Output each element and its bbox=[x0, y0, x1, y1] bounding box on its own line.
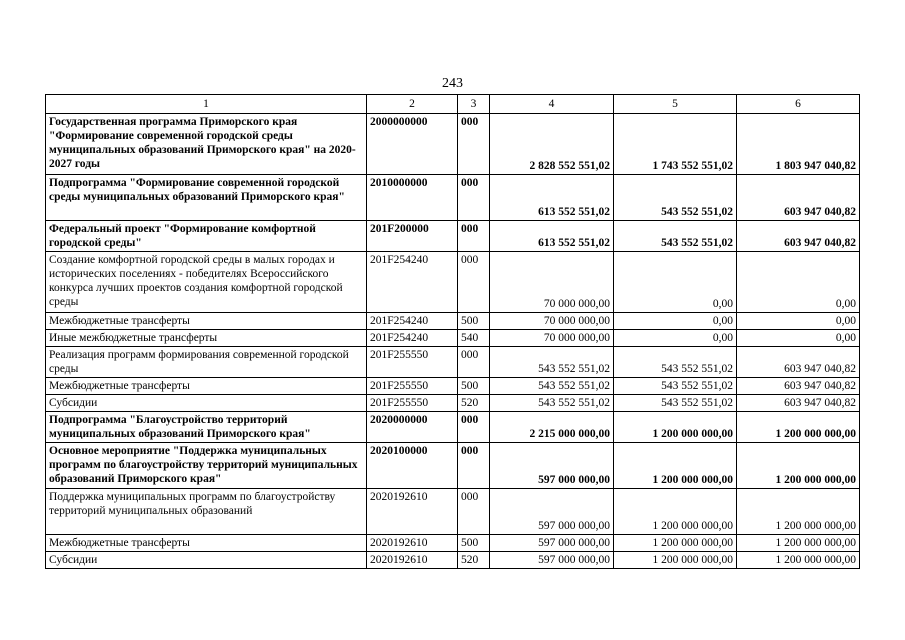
row-name: Создание комфортной городской среды в малых городах и исторических поселениях - победителях Всероссийского конкурса лучших проектов создания комфортной городской среды bbox=[46, 252, 367, 313]
row-value-1: 543 552 551,02 bbox=[490, 395, 614, 412]
header-col-1: 1 bbox=[46, 95, 367, 114]
row-value-1: 70 000 000,00 bbox=[490, 330, 614, 347]
row-kind: 000 bbox=[458, 489, 490, 535]
budget-table bbox=[45, 94, 860, 569]
table-row bbox=[46, 313, 860, 330]
table-row bbox=[46, 489, 860, 535]
row-code: 201F254240 bbox=[367, 313, 458, 330]
row-value-3: 603 947 040,82 bbox=[737, 395, 860, 412]
table-row bbox=[46, 330, 860, 347]
row-code: 2020000000 bbox=[367, 412, 458, 443]
table-row bbox=[46, 347, 860, 378]
row-kind: 500 bbox=[458, 378, 490, 395]
row-value-1: 597 000 000,00 bbox=[490, 535, 614, 552]
row-code: 201F200000 bbox=[367, 221, 458, 252]
row-name: Подпрограмма "Благоустройство территорий муниципальных образований Приморского края" bbox=[46, 412, 367, 443]
table-row bbox=[46, 552, 860, 569]
row-value-2: 543 552 551,02 bbox=[614, 347, 737, 378]
row-value-3: 0,00 bbox=[737, 252, 860, 313]
table-row bbox=[46, 114, 860, 175]
row-kind: 540 bbox=[458, 330, 490, 347]
page-number: 243 bbox=[442, 76, 463, 91]
row-kind: 500 bbox=[458, 313, 490, 330]
row-code: 201F254240 bbox=[367, 252, 458, 313]
row-value-2: 1 200 000 000,00 bbox=[614, 443, 737, 489]
row-value-1: 2 828 552 551,02 bbox=[490, 114, 614, 175]
row-value-3: 603 947 040,82 bbox=[737, 221, 860, 252]
row-code: 2010000000 bbox=[367, 175, 458, 221]
row-name: Иные межбюджетные трансферты bbox=[46, 330, 367, 347]
row-name: Поддержка муниципальных программ по благоустройству территорий муниципальных образований bbox=[46, 489, 367, 535]
row-kind: 000 bbox=[458, 175, 490, 221]
row-kind: 520 bbox=[458, 395, 490, 412]
row-value-2: 1 200 000 000,00 bbox=[614, 489, 737, 535]
row-code: 2020192610 bbox=[367, 489, 458, 535]
row-code: 2020100000 bbox=[367, 443, 458, 489]
row-name: Федеральный проект "Формирование комфортной городской среды" bbox=[46, 221, 367, 252]
row-value-1: 597 000 000,00 bbox=[490, 443, 614, 489]
row-value-3: 603 947 040,82 bbox=[737, 378, 860, 395]
row-value-1: 70 000 000,00 bbox=[490, 313, 614, 330]
row-value-3: 0,00 bbox=[737, 330, 860, 347]
row-value-1: 70 000 000,00 bbox=[490, 252, 614, 313]
row-kind: 000 bbox=[458, 412, 490, 443]
row-value-3: 1 200 000 000,00 bbox=[737, 412, 860, 443]
row-value-3: 1 200 000 000,00 bbox=[737, 443, 860, 489]
row-name: Реализация программ формирования современной городской среды bbox=[46, 347, 367, 378]
row-value-2: 1 200 000 000,00 bbox=[614, 412, 737, 443]
row-value-3: 1 200 000 000,00 bbox=[737, 535, 860, 552]
row-value-2: 543 552 551,02 bbox=[614, 221, 737, 252]
header-col-2: 2 bbox=[367, 95, 458, 114]
row-kind: 000 bbox=[458, 347, 490, 378]
row-value-1: 543 552 551,02 bbox=[490, 347, 614, 378]
row-kind: 000 bbox=[458, 221, 490, 252]
row-name: Государственная программа Приморского края "Формирование современной городской среды муниципальных образований Приморского края" на 2020-2027 годы bbox=[46, 114, 367, 175]
row-code: 2000000000 bbox=[367, 114, 458, 175]
row-code: 201F255550 bbox=[367, 347, 458, 378]
table-row bbox=[46, 412, 860, 443]
row-value-2: 543 552 551,02 bbox=[614, 175, 737, 221]
row-value-3: 1 803 947 040,82 bbox=[737, 114, 860, 175]
table-row bbox=[46, 175, 860, 221]
table-row bbox=[46, 443, 860, 489]
row-name: Субсидии bbox=[46, 552, 367, 569]
row-value-2: 1 200 000 000,00 bbox=[614, 535, 737, 552]
table-header-row bbox=[46, 95, 860, 114]
row-value-2: 0,00 bbox=[614, 313, 737, 330]
row-value-1: 597 000 000,00 bbox=[490, 552, 614, 569]
row-value-2: 543 552 551,02 bbox=[614, 395, 737, 412]
row-name: Межбюджетные трансферты bbox=[46, 313, 367, 330]
row-name: Основное мероприятие "Поддержка муниципальных программ по благоустройству территорий муниципальных образований Приморского края" bbox=[46, 443, 367, 489]
table-row bbox=[46, 535, 860, 552]
row-value-3: 1 200 000 000,00 bbox=[737, 489, 860, 535]
row-value-3: 603 947 040,82 bbox=[737, 347, 860, 378]
row-code: 201F255550 bbox=[367, 378, 458, 395]
row-code: 201F255550 bbox=[367, 395, 458, 412]
row-name: Межбюджетные трансферты bbox=[46, 535, 367, 552]
table-row bbox=[46, 395, 860, 412]
row-value-3: 0,00 bbox=[737, 313, 860, 330]
row-value-1: 2 215 000 000,00 bbox=[490, 412, 614, 443]
row-value-2: 0,00 bbox=[614, 252, 737, 313]
row-value-2: 1 743 552 551,02 bbox=[614, 114, 737, 175]
row-code: 2020192610 bbox=[367, 552, 458, 569]
row-kind: 520 bbox=[458, 552, 490, 569]
row-name: Подпрограмма "Формирование современной городской среды муниципальных образований Приморского края" bbox=[46, 175, 367, 221]
row-value-1: 613 552 551,02 bbox=[490, 221, 614, 252]
row-value-2: 0,00 bbox=[614, 330, 737, 347]
header-col-3: 3 bbox=[458, 95, 490, 114]
row-value-3: 603 947 040,82 bbox=[737, 175, 860, 221]
row-code: 2020192610 bbox=[367, 535, 458, 552]
table-row bbox=[46, 221, 860, 252]
row-kind: 000 bbox=[458, 443, 490, 489]
row-value-3: 1 200 000 000,00 bbox=[737, 552, 860, 569]
row-value-1: 597 000 000,00 bbox=[490, 489, 614, 535]
row-value-1: 543 552 551,02 bbox=[490, 378, 614, 395]
header-col-6: 6 bbox=[737, 95, 860, 114]
row-kind: 500 bbox=[458, 535, 490, 552]
table-row bbox=[46, 252, 860, 313]
row-name: Межбюджетные трансферты bbox=[46, 378, 367, 395]
row-value-1: 613 552 551,02 bbox=[490, 175, 614, 221]
header-col-5: 5 bbox=[614, 95, 737, 114]
header-col-4: 4 bbox=[490, 95, 614, 114]
row-value-2: 543 552 551,02 bbox=[614, 378, 737, 395]
row-kind: 000 bbox=[458, 252, 490, 313]
row-value-2: 1 200 000 000,00 bbox=[614, 552, 737, 569]
row-name: Субсидии bbox=[46, 395, 367, 412]
table-row bbox=[46, 378, 860, 395]
row-code: 201F254240 bbox=[367, 330, 458, 347]
row-kind: 000 bbox=[458, 114, 490, 175]
